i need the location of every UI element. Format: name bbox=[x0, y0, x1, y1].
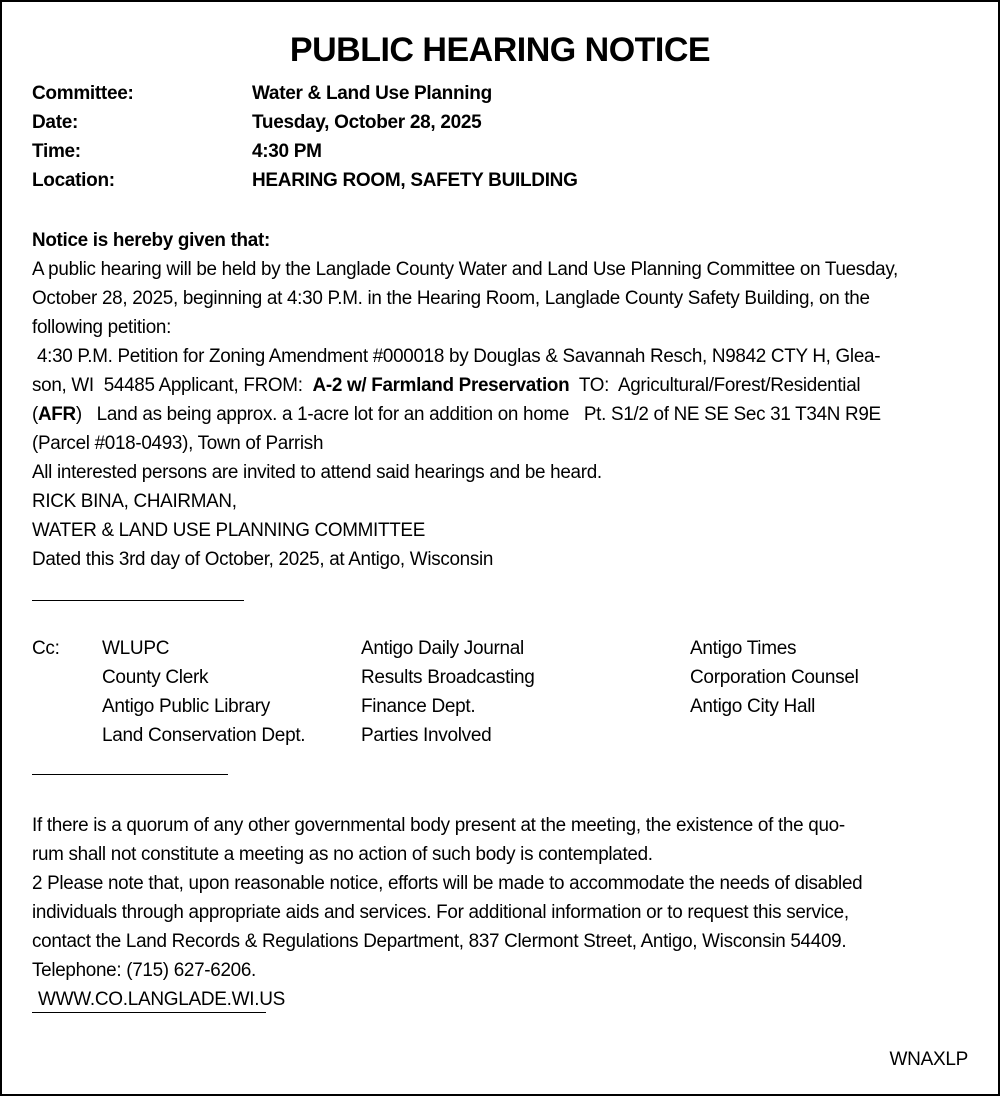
cc-recipient: Antigo Times bbox=[690, 638, 797, 659]
meta-time-value: 4:30 PM bbox=[252, 141, 322, 162]
petition-text: ( bbox=[32, 404, 38, 425]
cc-recipient: Corporation Counsel bbox=[690, 667, 859, 688]
petition-line bbox=[32, 371, 970, 400]
cc-recipient: County Clerk bbox=[102, 667, 209, 688]
notice-body bbox=[32, 226, 977, 574]
footer-line: If there is a quorum of any other governmental body present at the meeting, the existence of the quo- bbox=[32, 815, 845, 836]
petition-line: 4:30 P.M. Petition for Zoning Amendment #000018 by Douglas & Savannah Resch, N9842 CTY H, Glea- bbox=[32, 346, 881, 367]
notice-title: PUBLIC HEARING NOTICE bbox=[289, 31, 711, 69]
meta-date-label: Date: bbox=[32, 112, 79, 133]
petition-line: (Parcel #018-0493), Town of Parrish bbox=[32, 433, 324, 454]
meta-committee-value: Water & Land Use Planning bbox=[252, 83, 492, 104]
intro-line: October 28, 2025, beginning at 4:30 P.M. in the Hearing Room, Langlade County Safety Building, on the bbox=[32, 288, 870, 309]
cc-recipient: Antigo Daily Journal bbox=[361, 638, 524, 659]
cc-recipient: Parties Involved bbox=[361, 725, 492, 746]
cc-recipient: Results Broadcasting bbox=[361, 667, 535, 688]
petition-from-zone: A-2 w/ Farmland Preservation bbox=[312, 375, 570, 396]
footer-line: rum shall not constitute a meeting as no action of such body is contemplated. bbox=[32, 844, 653, 865]
cc-label: Cc: bbox=[32, 638, 60, 659]
footer-text bbox=[32, 811, 977, 985]
dated-line: Dated this 3rd day of October, 2025, at Antigo, Wisconsin bbox=[32, 549, 494, 570]
footer-line: Telephone: (715) 627-6206. bbox=[32, 960, 256, 981]
meta-time-label: Time: bbox=[32, 141, 81, 162]
petition-text: ) Land as being approx. a 1-acre lot for an addition on home Pt. S1/2 of NE SE Sec 31 T34N R9E bbox=[75, 404, 881, 425]
cc-recipient: Antigo Public Library bbox=[102, 696, 270, 717]
meta-committee-label: Committee: bbox=[32, 83, 134, 104]
meta-location-value: HEARING ROOM, SAFETY BUILDING bbox=[252, 170, 578, 191]
meta-date-value: Tuesday, October 28, 2025 bbox=[252, 112, 482, 133]
footer-line: 2 Please note that, upon reasonable notice, efforts will be made to accommodate the needs of disabled bbox=[32, 873, 863, 894]
cc-recipient: Antigo City Hall bbox=[690, 696, 816, 717]
signature-committee: WATER & LAND USE PLANNING COMMITTEE bbox=[32, 520, 426, 541]
cc-recipient: WLUPC bbox=[102, 638, 170, 659]
petition-to-zone-code: AFR bbox=[37, 404, 76, 425]
footer-line: contact the Land Records & Regulations Department, 837 Clermont Street, Antigo, Wisconsin 54409. bbox=[32, 931, 847, 952]
intro-line: A public hearing will be held by the Langlade County Water and Land Use Planning Committee on Tuesday, bbox=[32, 259, 899, 280]
petition-text: TO: Agricultural/Forest/Residential bbox=[569, 375, 861, 396]
meta-location-label: Location: bbox=[32, 170, 115, 191]
cc-column-1 bbox=[102, 634, 305, 750]
divider-rule bbox=[32, 774, 228, 775]
cc-recipient: Land Conservation Dept. bbox=[102, 725, 306, 746]
petition-text: son, WI 54485 Applicant, FROM: bbox=[32, 375, 313, 396]
notice-heading: Notice is hereby given that: bbox=[32, 230, 270, 251]
footer-line: individuals through appropriate aids and services. For additional information or to request this service, bbox=[32, 902, 849, 923]
signature-name: RICK BINA, CHAIRMAN, bbox=[32, 491, 237, 512]
intro-line: following petition: bbox=[32, 317, 172, 338]
closing-line: All interested persons are invited to attend said hearings and be heard. bbox=[32, 462, 602, 483]
website-link[interactable]: WWW.CO.LANGLADE.WI.US bbox=[32, 987, 266, 1013]
cc-column-2 bbox=[361, 634, 535, 750]
cc-recipient: Finance Dept. bbox=[361, 696, 476, 717]
divider-rule bbox=[32, 600, 244, 601]
petition-line bbox=[32, 400, 970, 429]
publication-code: WNAXLP bbox=[889, 1049, 968, 1070]
cc-column-3 bbox=[690, 634, 859, 721]
